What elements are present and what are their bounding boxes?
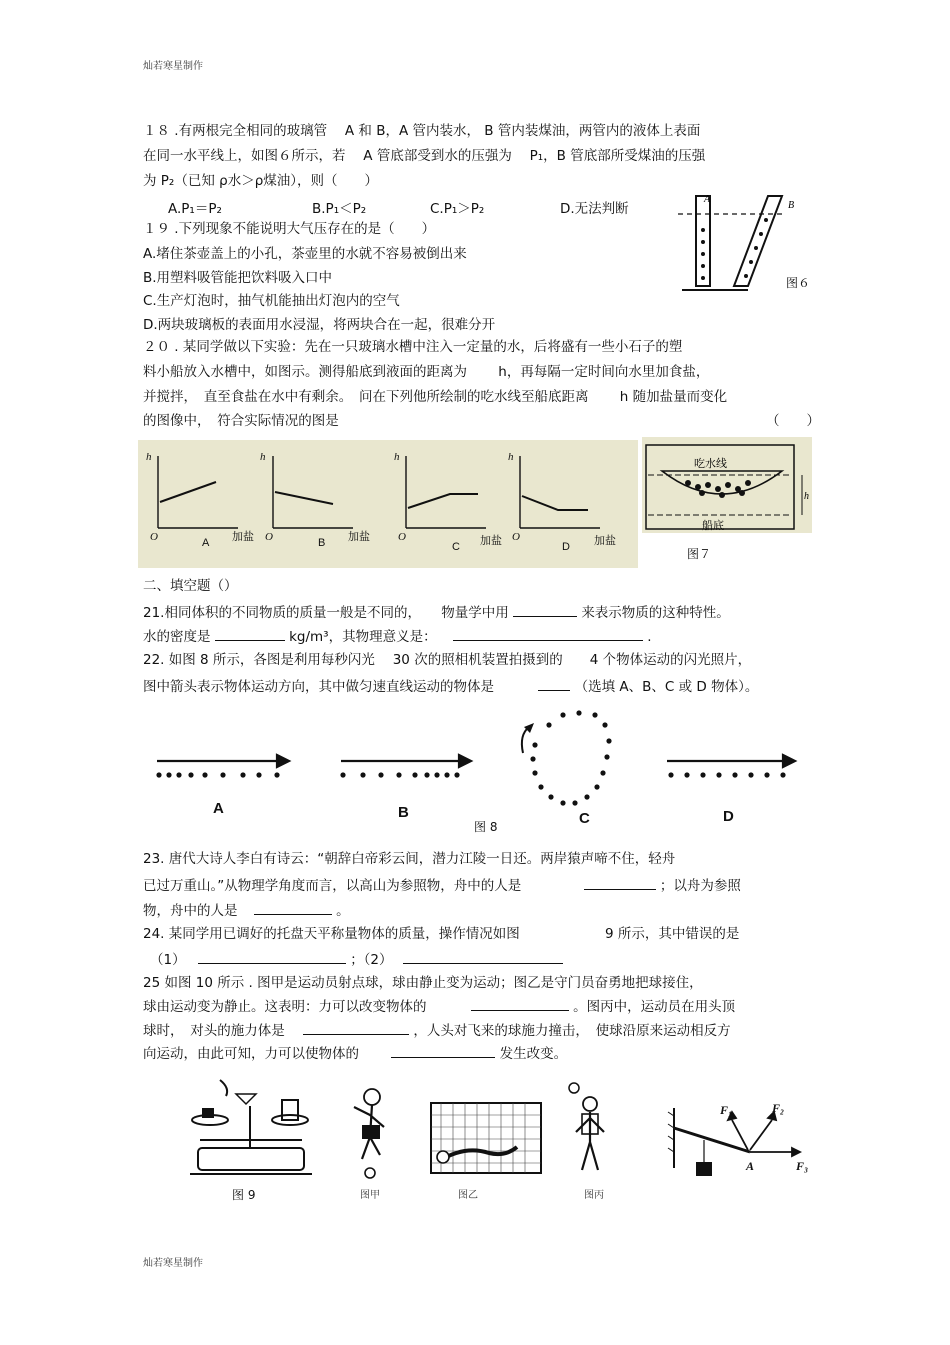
graph-c-yaxis: h [394, 451, 400, 463]
q20-paren: （ ） [766, 413, 820, 429]
q19-option-b: B.用塑料吸管能把饮料吸入口中 [143, 270, 333, 286]
lever-f1-label: F₁ [720, 1103, 733, 1117]
q25-line2-a: 球由运动变为静止。这表明：力可以改变物体的 [143, 999, 427, 1015]
q18-line2: 在同一水平线上，如图６所示，若 A 管底部受到水的压强为 P₁，B 管底部所受煤油的压强 [143, 148, 706, 164]
q18-line1: １８ .有两根完全相同的玻璃管 A 和 B，A 管内装水， B 管内装煤油，两管内的液体上表面 [143, 123, 701, 139]
q21-line1-a: 21.相同体积的不同物质的质量一般是不同的， 物量学中用 [143, 605, 509, 621]
figure-lever-forces [650, 1098, 815, 1188]
object-a-dots [156, 772, 279, 777]
figure-7-caption: 图７ [687, 547, 712, 561]
fig8-label-c: C [579, 810, 590, 827]
object-c-dots [530, 710, 611, 805]
graph-a-label: A [202, 537, 210, 549]
q25-line4-b: 发生改变。 [499, 1046, 568, 1062]
figure-7-boat [642, 437, 812, 570]
q23-line2 [143, 875, 741, 895]
q20-line4: 的图像中， 符合实际情况的图是 [143, 413, 339, 429]
q25-line3-b: ，人头对飞来的球施力撞击， 使球沿原来运动相反方 [413, 1023, 731, 1039]
lever-f2-label: F₂ [772, 1101, 785, 1115]
q25-line4 [143, 1043, 567, 1063]
q22-line2-a: 图中箭头表示物体运动方向，其中做匀速直线运动的物体是 [143, 679, 494, 695]
q24-line1: 24. 某同学用已调好的托盘天平称量物体的质量，操作情况如图 9 所示，其中错误的是 [143, 926, 740, 942]
q23-line1: 23. 唐代大诗人李白有诗云：“朝辞白帝彩云间，潜力江陵一日还。两岸猿声啼不住，轻舟 [143, 851, 676, 867]
q21-line1-b: 来表示物质的这种特性。 [581, 605, 730, 621]
fig10-caption-b: 图乙 [458, 1190, 478, 1201]
figure-6-caption: 图６ [786, 276, 811, 290]
fig10-caption-c: 图丙 [584, 1190, 604, 1201]
q23-blank-1[interactable] [584, 875, 656, 890]
q25-line3-a: 球时， 对头的施力体是 [143, 1023, 285, 1039]
q24-blank-2[interactable] [403, 949, 563, 964]
q25-blank-1[interactable] [471, 996, 569, 1011]
q21-line2 [143, 626, 651, 646]
q25-line3 [143, 1020, 731, 1040]
q19-option-a: A.堵住茶壶盖上的小孔，茶壶里的水就不容易被倒出来 [143, 246, 467, 262]
figure-8-caption: 图 8 [474, 820, 498, 834]
q19-option-d: D.两块玻璃板的表面用水浸湿，将两块合在一起，很难分开 [143, 317, 496, 333]
graph-c-origin: O [398, 531, 406, 543]
graph-c-xaxis: 加盐 [480, 535, 502, 547]
object-b-dots [340, 772, 459, 777]
q23-line3-b: 。 [336, 903, 350, 919]
q24-line2 [150, 949, 563, 969]
q20-line1: ２０ . 某同学做以下实验：先在一只玻璃水槽中注入一定量的水，后将盛有一些小石子的塑 [143, 339, 683, 355]
q23-line2-b: ；以舟为参照 [659, 878, 741, 894]
fig8-label-a: A [213, 800, 224, 817]
figure-10-header-player [560, 1080, 620, 1185]
figure-9-caption: 图 9 [232, 1188, 256, 1202]
graph-c-label: C [452, 541, 460, 553]
q23-blank-2[interactable] [254, 900, 332, 915]
graph-d-origin: O [512, 531, 520, 543]
q22-line2 [143, 676, 758, 696]
q25-line1: 25 如图 10 所示 . 图甲是运动员射点球，球由静止变为运动；图乙是守门员奋勇地把球接住， [143, 975, 703, 991]
fig8-label-d: D [723, 808, 734, 825]
q24-line2-b: ；（2） [350, 952, 393, 968]
q21-blank-2[interactable] [215, 626, 285, 641]
q21-line2-b: kg/m³，其物理意义是： [289, 629, 437, 645]
figure-9-balance [186, 1076, 316, 1186]
tube-b-label: B [788, 200, 795, 211]
graph-d-yaxis: h [508, 451, 514, 463]
q23-line3-a: 物，舟中的人是 [143, 903, 238, 919]
fig7-waterline-label: 吃水线 [694, 458, 727, 470]
q21-blank-3[interactable] [453, 626, 643, 641]
q23-line2-a: 已过万重山。”从物理学角度而言，以高山为参照物，舟中的人是 [143, 878, 522, 894]
q25-blank-3[interactable] [391, 1043, 495, 1058]
q21-line2-c: . [647, 629, 652, 645]
q25-line2 [143, 996, 735, 1016]
q18-line3: 为 P₂（已知 ρ水＞ρ煤油），则（ ） [143, 173, 379, 189]
object-d-dots [668, 772, 785, 777]
figure-10-kicker [340, 1085, 420, 1185]
lever-a-label: A [746, 1159, 755, 1173]
q20-line2: 料小船放入水槽中，如图示。测得船底到液面的距离为 h，再每隔一定时间向水里加食盐， [143, 364, 710, 380]
q18-option-b: B.P₁＜P₂ [312, 201, 367, 217]
fig8-label-b: B [398, 804, 409, 821]
q21-line2-a: 水的密度是 [143, 629, 211, 645]
q18-option-c: C.P₁＞P₂ [430, 201, 485, 217]
q19-stem: １９ .下列现象不能说明大气压存在的是（ ） [143, 221, 436, 237]
graph-d-label: D [562, 541, 570, 553]
q25-line2-b: 。图丙中，运动员在用头顶 [573, 999, 736, 1015]
q25-line4-a: 向运动，由此可知，力可以使物体的 [143, 1046, 359, 1062]
q21-blank-1[interactable] [513, 602, 577, 617]
q22-blank[interactable] [538, 676, 570, 691]
q23-line3 [143, 900, 350, 920]
q24-line2-a: （1） [150, 952, 186, 968]
q24-blank-1[interactable] [198, 949, 346, 964]
graphs-panel [138, 440, 638, 568]
q18-option-d: D.无法判断 [560, 201, 629, 217]
q25-blank-2[interactable] [303, 1020, 409, 1035]
fig10-caption-a: 图甲 [360, 1190, 380, 1201]
fig7-h-label: h [804, 491, 809, 502]
graph-a-yaxis: h [146, 451, 152, 463]
graph-b-label: B [318, 537, 326, 549]
graph-b-xaxis: 加盐 [348, 531, 370, 543]
section-2-title: 二、填空题（） [143, 578, 238, 594]
q18-option-a: A.P₁＝P₂ [168, 201, 222, 217]
graph-a-origin: O [150, 531, 158, 543]
graph-b-origin: O [265, 531, 273, 543]
q21-line1 [143, 602, 730, 622]
lever-f3-label: F₃ [796, 1159, 809, 1173]
q22-line1: 22. 如图 8 所示，各图是利用每秒闪光 30 次的照相机装置拍摄到的 4 个物体运动的闪光照片， [143, 652, 752, 668]
graph-a-xaxis: 加盐 [232, 531, 254, 543]
tube-a-label: A [704, 194, 711, 205]
fig7-bottom-label: 船底 [702, 520, 724, 532]
graph-d-xaxis: 加盐 [594, 535, 616, 547]
figure-10-goalkeeper [425, 1095, 545, 1181]
q22-line2-b: （选填 A、B、C 或 D 物体）。 [574, 679, 759, 695]
q19-option-c: C.生产灯泡时，抽气机能抽出灯泡内的空气 [143, 293, 400, 309]
page-footer: 灿若寒星制作 [143, 1258, 203, 1269]
graph-b-yaxis: h [260, 451, 266, 463]
page-header: 灿若寒星制作 [143, 61, 203, 72]
q20-line3: 并搅拌， 直至食盐在水中有剩余。 问在下列他所绘制的吃水线至船底距离 h 随加盐量而变化 [143, 389, 728, 405]
